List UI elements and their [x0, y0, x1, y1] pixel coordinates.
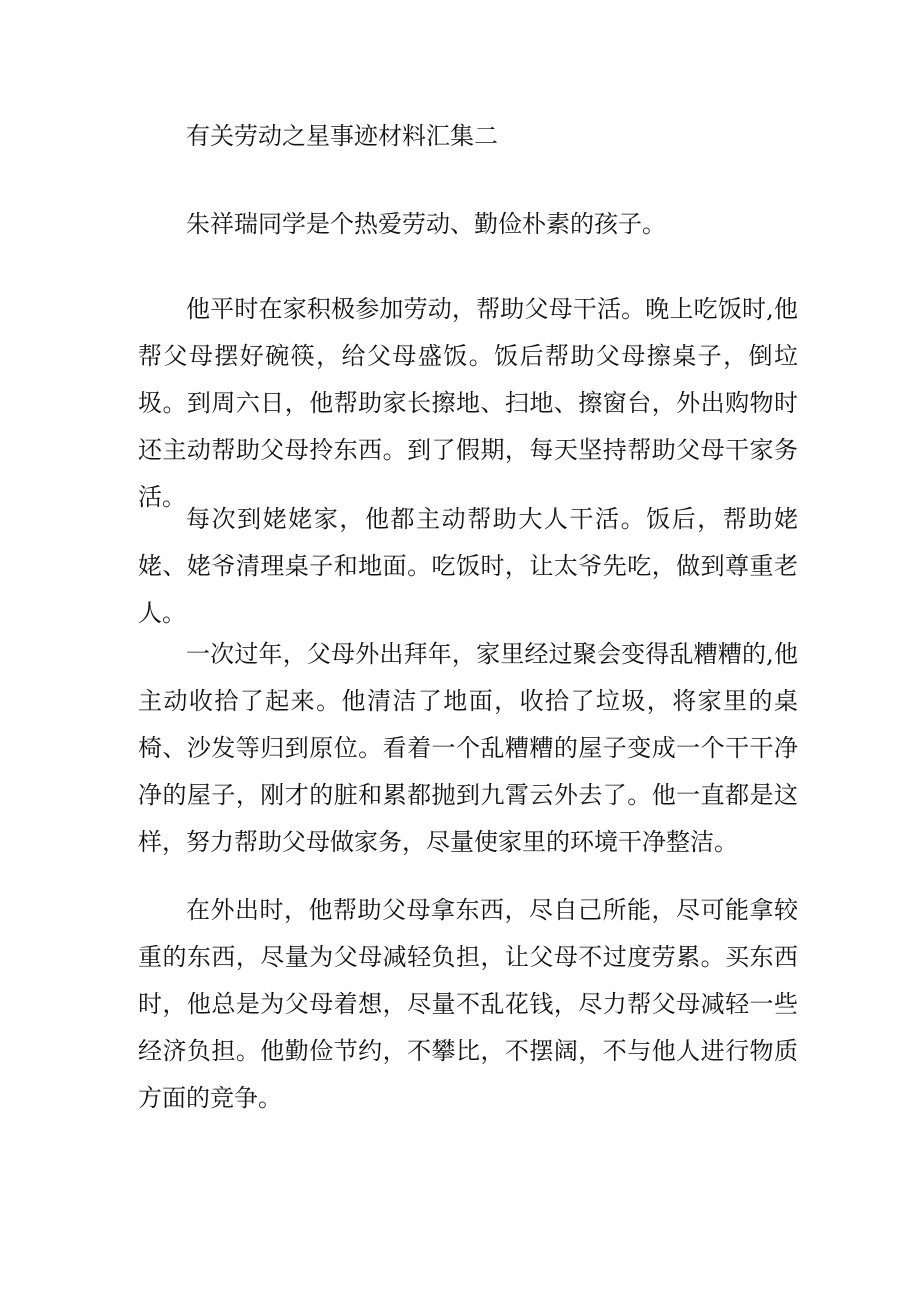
paragraph-5: 在外出时，他帮助父母拿东西，尽自己所能，尽可能拿较重的东西，尽量为父母减轻负担，让父母不过度劳累。买东西时，他总是为父母着想，尽量不乱花钱，尽力帮父母减轻一些经济负担。他勤俭节约，不攀比，不摆阔，不与他人进行物质方面的竞争。	[138, 896, 798, 1112]
document-title: 有关劳动之星事迹材料汇集二	[186, 122, 498, 150]
paragraph-4: 一次过年，父母外出拜年，家里经过聚会变得乱糟糟的,他主动收拾了起来。他清洁了地面，收拾了垃圾，将家里的桌椅、沙发等归到原位。看着一个乱糟糟的屋子变成一个干干净净的屋子，刚才的脏和累都抛到九霄云外去了。他一直都是这样，努力帮助父母做家务，尽量使家里的环境干净整洁。	[138, 640, 798, 856]
paragraph-3: 每次到姥姥家，他都主动帮助大人干活。饭后，帮助姥姥、姥爷清理桌子和地面。吃饭时，让太爷先吃，做到尊重老人。	[138, 505, 798, 627]
paragraph-1: 朱祥瑞同学是个热爱劳动、勤俭朴素的孩子。	[186, 210, 666, 238]
paragraph-2: 他平时在家积极参加劳动，帮助父母干活。晚上吃饭时,他帮父母摆好碗筷，给父母盛饭。饭后帮助父母擦桌子，倒垃圾。到周六日，他帮助家长擦地、扫地、擦窗台，外出购物时还主动帮助父母拎东西。到了假期，每天坚持帮助父母干家务活。	[138, 295, 798, 511]
